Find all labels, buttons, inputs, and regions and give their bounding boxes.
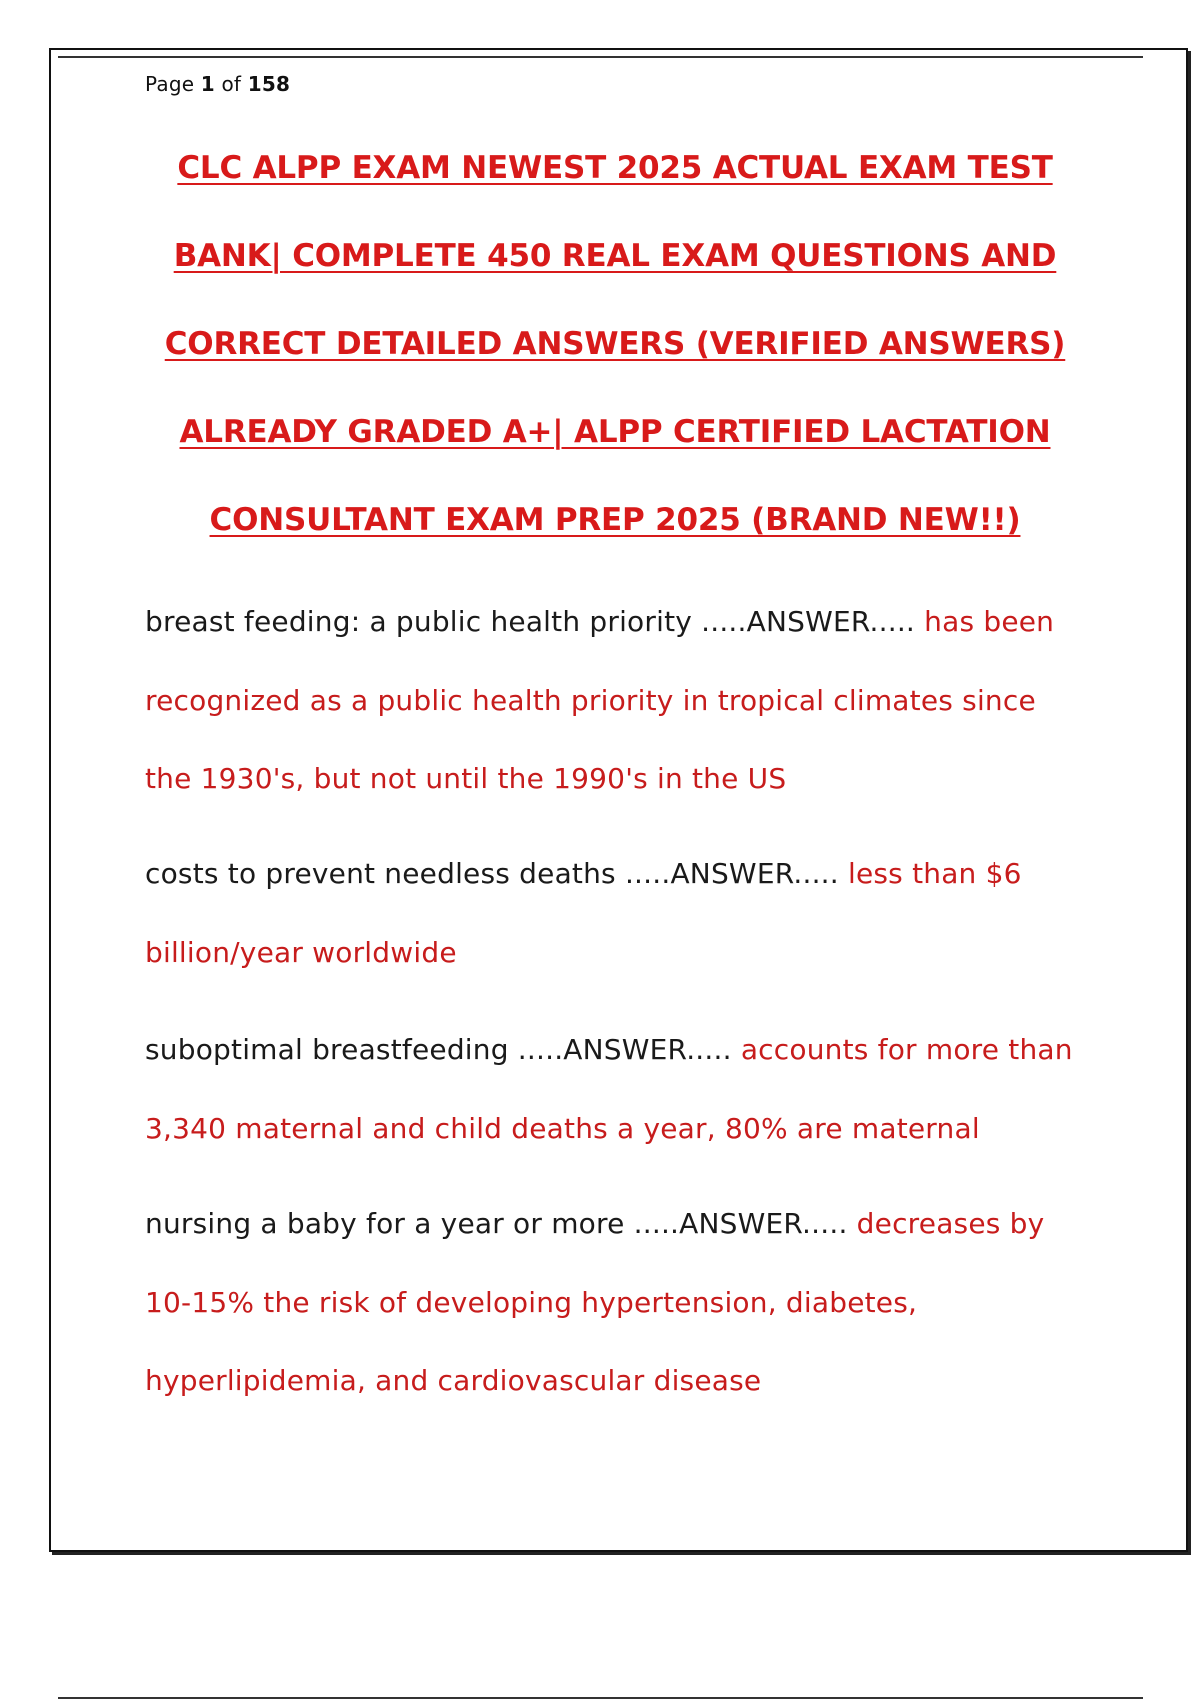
question-text: costs to prevent needless deaths: [145, 857, 616, 890]
title-line: [140, 494, 1090, 582]
title-line: [140, 318, 1090, 406]
answer-text: accounts for more than 3,340 maternal and child deaths a year, 80% are maternal: [145, 1033, 1073, 1145]
answer-text: has been recognized as a public health priority in tropical climates since the 1930's, but not until the 1990's in the US: [145, 605, 1055, 795]
document-title: [140, 142, 1090, 582]
answer-separator: .....ANSWER.....: [633, 1207, 848, 1240]
title-line-text: CORRECT DETAILED ANSWERS (VERIFIED ANSWERS): [164, 326, 1066, 362]
answer-text: less than $6 billion/year worldwide: [145, 857, 1022, 969]
total-page-count: 158: [247, 72, 291, 96]
question-text: breast feeding: a public health priority: [145, 605, 693, 638]
question-text: nursing a baby for a year or more: [145, 1207, 625, 1240]
title-line-text: ALREADY GRADED A+| ALPP CERTIFIED LACTATION: [179, 414, 1051, 450]
bottom-rule: [58, 1697, 1143, 1699]
qa-item: [145, 583, 1085, 819]
question-text: suboptimal breastfeeding: [145, 1033, 509, 1066]
qa-item: [145, 1185, 1085, 1421]
title-line: [140, 230, 1090, 318]
title-line-text: CONSULTANT EXAM PREP 2025 (BRAND NEW!!): [209, 502, 1021, 538]
answer-separator: .....ANSWER.....: [701, 605, 916, 638]
qa-item: [145, 1011, 1085, 1168]
top-rule: [58, 56, 1143, 58]
current-page-number: 1: [200, 72, 215, 96]
answer-separator: .....ANSWER.....: [624, 857, 839, 890]
title-line: [140, 142, 1090, 230]
page-of-label: of: [221, 72, 242, 96]
page-indicator: [145, 72, 290, 96]
answer-separator: .....ANSWER.....: [517, 1033, 732, 1066]
qa-item: [145, 835, 1085, 992]
title-line-text: CLC ALPP EXAM NEWEST 2025 ACTUAL EXAM TEST: [177, 150, 1053, 186]
answer-text: decreases by 10-15% the risk of developing hypertension, diabetes, hyperlipidemia, and cardiovascular disease: [145, 1207, 1045, 1397]
page-label: Page: [145, 72, 195, 96]
title-line: [140, 406, 1090, 494]
title-line-text: BANK| COMPLETE 450 REAL EXAM QUESTIONS AND: [173, 238, 1057, 274]
